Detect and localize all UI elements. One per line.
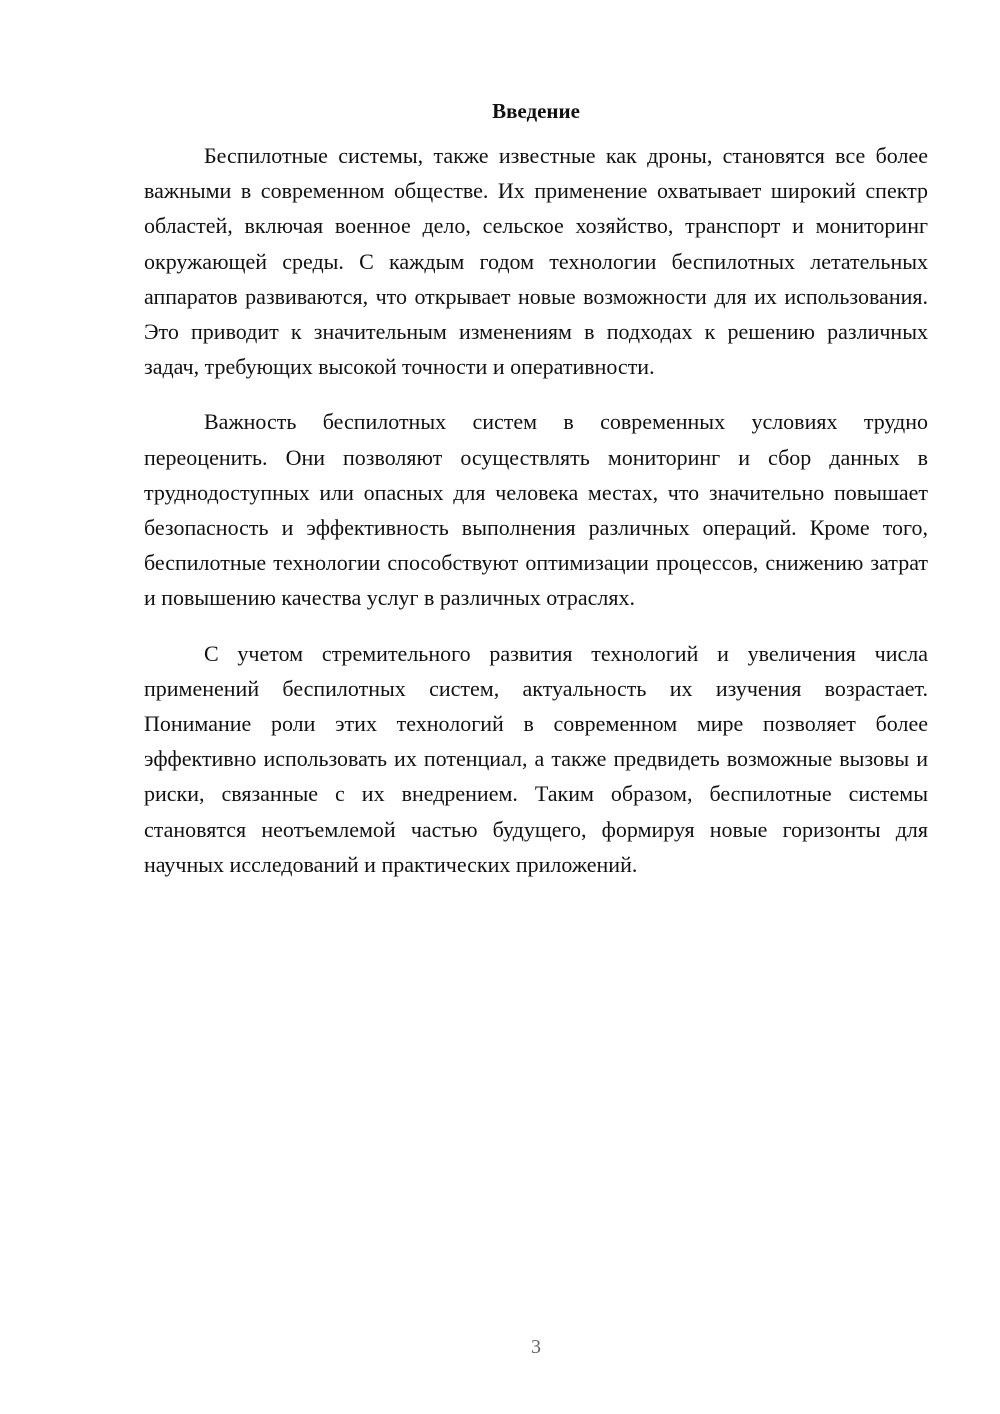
page-number: 3 xyxy=(531,1336,541,1358)
paragraph-3: С учетом стремительного развития технологий и увеличения числа применений беспилотных систем, актуальность их изучения возрастает. Понимание роли этих технологий в современном мире позволяет более эффективно использовать их потенциал, а также предвидеть возможные вызовы и риски, связанные с их внедрением. Таким образом, беспилотные системы становятся неотъемлемой частью будущего, формируя новые горизонты для научных исследований и практических приложений. xyxy=(144,640,928,877)
section-heading: Введение xyxy=(492,99,580,123)
paragraph-2: Важность беспилотных систем в современных условиях трудно переоценить. Они позволяют осуществлять мониторинг и сбор данных в труднодоступных или опасных для человека местах, что значительно повышает безопасность и эффективность выполнения различных операций. Кроме того, беспилотные технологии способствуют оптимизации процессов, снижению затрат и повышению качества услуг в различных отраслях. xyxy=(144,409,928,611)
paragraph-1: Беспилотные системы, также известные как дроны, становятся все более важными в современном обществе. Их применение охватывает широкий спектр областей, включая военное дело, сельское хозяйство, транспорт и мониторинг окружающей среды. С каждым годом технологии беспилотных летательных аппаратов развиваются, что открывает новые возможности для их использования. Это приводит к значительным изменениям в подходах к решению различных задач, требующих высокой точности и оперативности. xyxy=(144,143,928,380)
page-content xyxy=(144,95,928,902)
